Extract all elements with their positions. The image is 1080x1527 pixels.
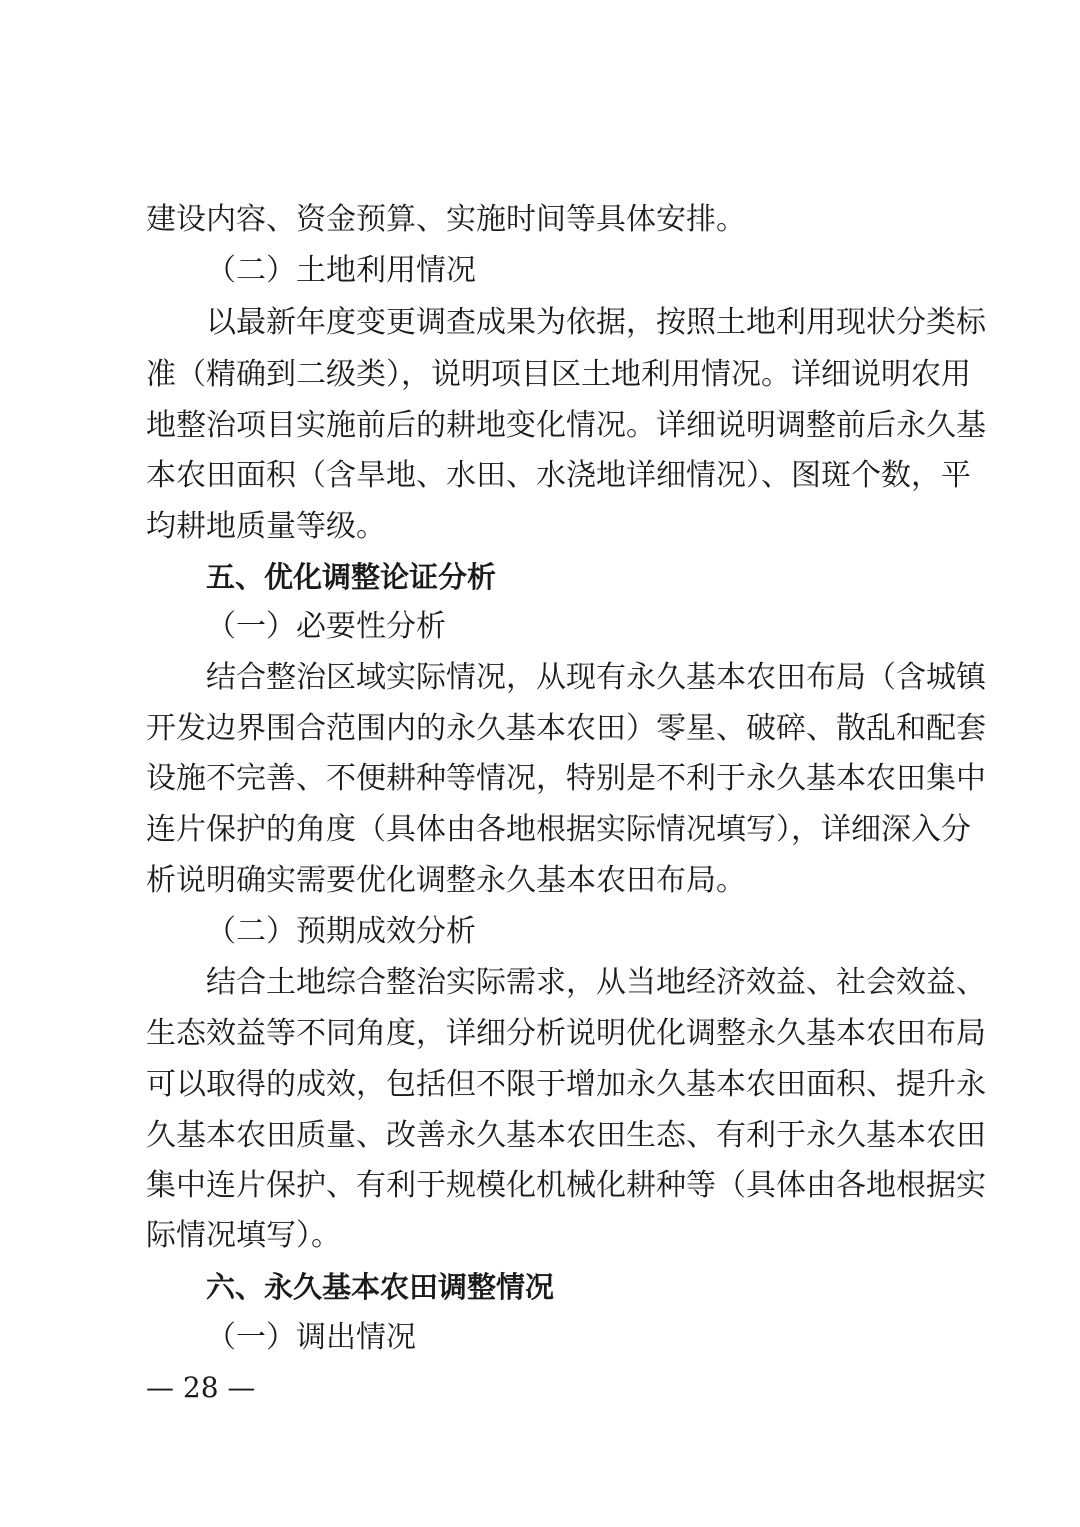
paragraph-line: 地整治项目实施前后的耕地变化情况。详细说明调整前后永久基 [146,408,986,443]
paragraph-line: 际情况填写）。 [146,1218,341,1253]
section-heading-farmland-adjustment: 六、永久基本农田调整情况 [206,1270,555,1304]
paragraph-line: 设施不完善、不便耕种等情况，特别是不利于永久基本农田集中 [146,761,986,796]
paragraph-line: 析说明确实需要优化调整永久基本农田布局。 [146,863,746,898]
subsection-heading-transfer-out: （一）调出情况 [206,1320,416,1355]
subsection-heading-land-use: （二）土地利用情况 [206,253,476,288]
continuation-line: 建设内容、资金预算、实施时间等具体安排。 [146,202,746,237]
paragraph-line: 准（精确到二级类），说明项目区土地利用情况。详细说明农用 [146,357,971,392]
paragraph-line: 集中连片保护、有利于规模化机械化耕种等（具体由各地根据实 [146,1168,986,1203]
paragraph-line: 久基本农田质量、改善永久基本农田生态、有利于永久基本农田 [146,1118,986,1153]
paragraph-line: 可以取得的成效，包括但不限于增加永久基本农田面积、提升永 [146,1067,986,1102]
paragraph-line: 本农田面积（含旱地、水田、水浇地详细情况）、图斑个数，平 [146,458,971,493]
paragraph-line: 结合土地综合整治实际需求，从当地经济效益、社会效益、 [206,965,986,1000]
section-heading-optimization-analysis: 五、优化调整论证分析 [206,560,497,594]
paragraph-line: 以最新年度变更调查成果为依据，按照土地利用现状分类标 [206,305,986,340]
subsection-heading-necessity: （一）必要性分析 [206,609,446,644]
page-number: — 28 — [146,1371,256,1404]
paragraph-line: 生态效益等不同角度，详细分析说明优化调整永久基本农田布局 [146,1016,986,1051]
paragraph-line: 开发边界围合范围内的永久基本农田）零星、破碎、散乱和配套 [146,711,986,746]
paragraph-line: 均耕地质量等级。 [146,509,386,544]
paragraph-line: 结合整治区域实际情况，从现有永久基本农田布局（含城镇 [206,660,986,695]
paragraph-line: 连片保护的角度（具体由各地根据实际情况填写），详细深入分 [146,812,971,847]
subsection-heading-expected-effects: （二）预期成效分析 [206,914,476,949]
